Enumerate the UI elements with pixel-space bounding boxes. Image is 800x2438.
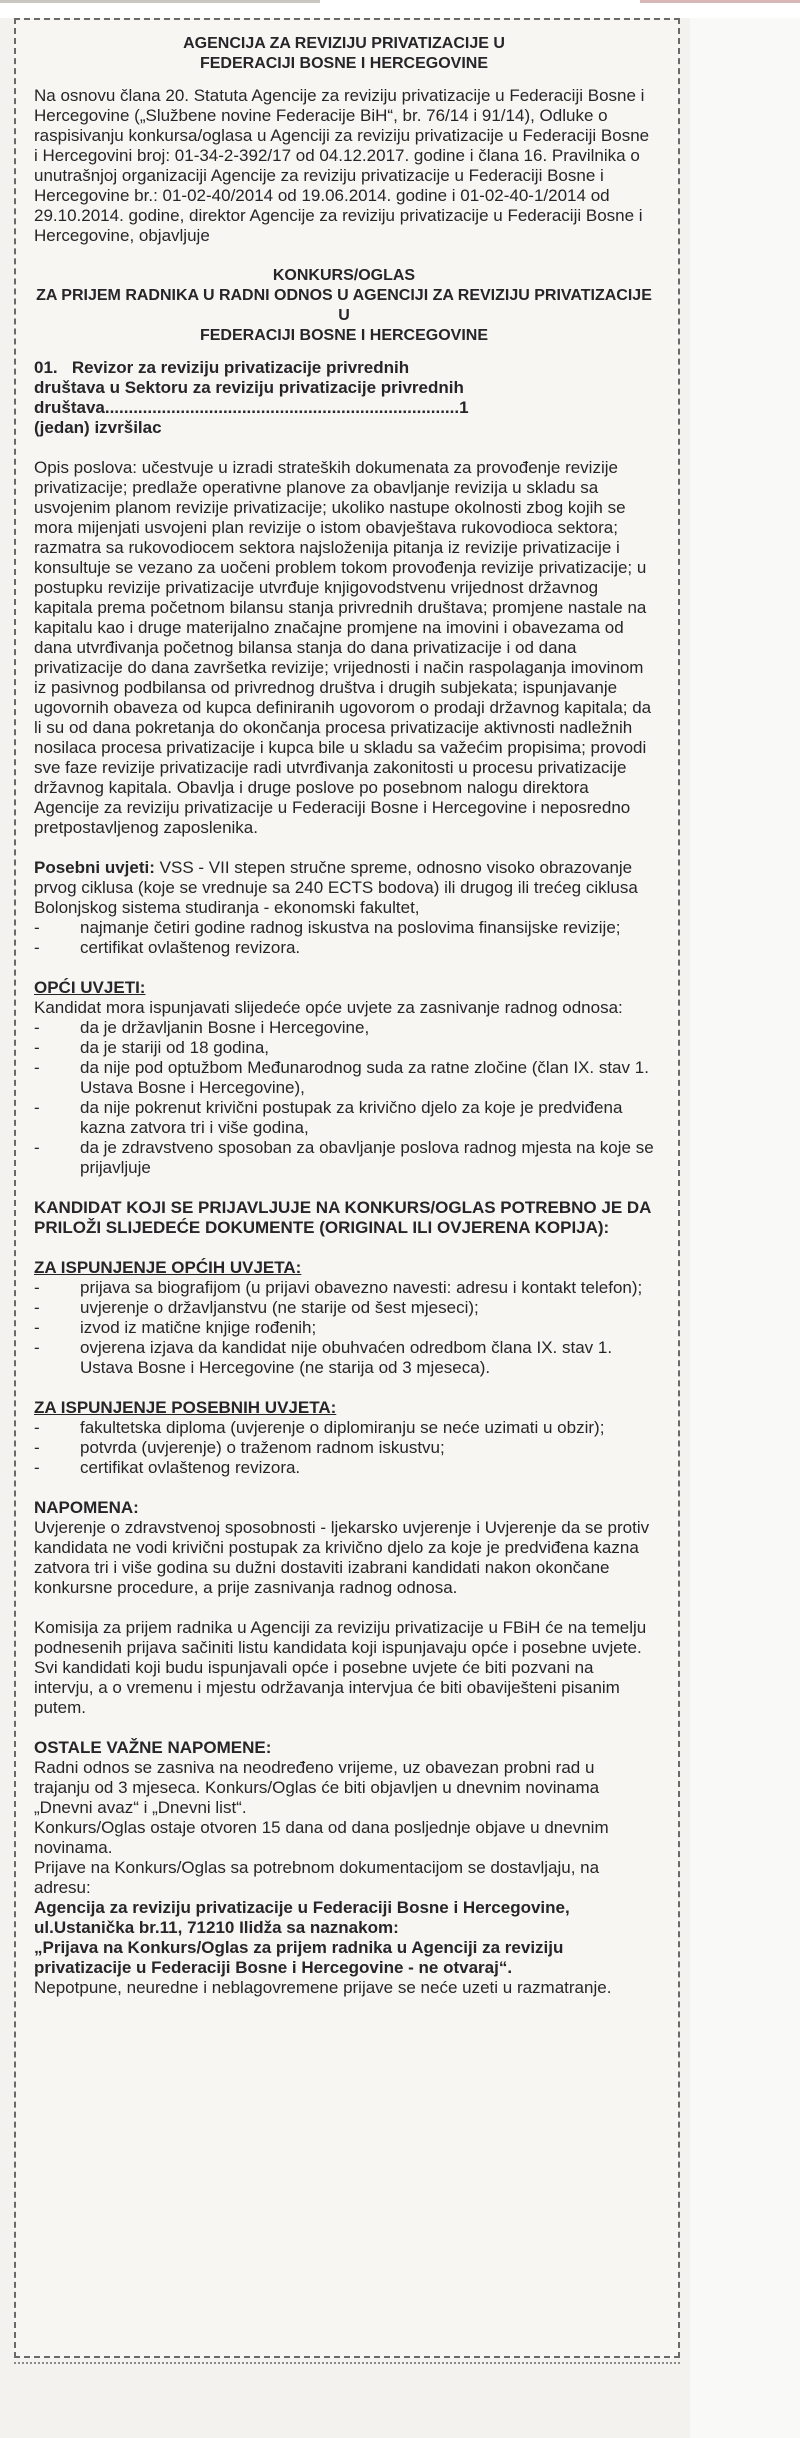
ostale-p1: Radni odnos se zasniva na neodređeno vrijeme, uz obavezan probni rad u trajanju od 3 mjeseca. Konkurs/Oglas će biti objavljen u dnevnim novinama „Dnevni avaz“ i „Dnevni list“.: [34, 1758, 600, 1817]
posebni-list: [34, 918, 654, 958]
list-item: - certifikat ovlaštenog revizora.: [34, 938, 654, 958]
ostale-heading: OSTALE VAŽNE NAPOMENE:: [34, 1738, 272, 1757]
konkurs-subtitle-line1: ZA PRIJEM RADNIKA U RADNI ODNOS U AGENCIJI ZA REVIZIJU PRIVATIZACIJE U: [36, 287, 652, 324]
top-rule-left: [0, 0, 320, 3]
opis-poslova: [34, 458, 654, 838]
dokumenti-heading-line1: KANDIDAT KOJI SE PRIJAVLJUJE NA KONKURS/OGLAS POTREBNO JE DA: [34, 1198, 652, 1217]
opci-uvjeti-intro: Kandidat mora ispunjavati slijedeće opće uvjete za zasnivanje radnog odnosa:: [34, 998, 623, 1017]
agency-title-line2: FEDERACIJI BOSNE I HERCEGOVINE: [199, 55, 489, 72]
position-line1: [34, 358, 654, 378]
position-title-3: društava...........................................................................1: [34, 398, 469, 417]
position-number: 01.: [34, 358, 58, 377]
page-top-strip: [0, 0, 800, 18]
list-item: - da je državljanin Bosne i Hercegovine,: [34, 1018, 654, 1038]
ostale-p2: Konkurs/Oglas ostaje otvoren 15 dana od dana posljednje objave u dnevnim novinama.: [34, 1818, 609, 1857]
intro-paragraph: Na osnovu člana 20. Statuta Agencije za reviziju privatizacije u Federaciji Bosne i Hercegovine („Službene novine Federacije BiH“, br. 76/14 i 91/14), Odluke o raspisivanju konkursa/oglasa u Agenciji za reviziju privatizacije u Federaciji Bosne i Hercegovini broj: 01-34-2-392/17 od 04.12.2017. godine i člana 16. Pravilnika o unutrašnjoj organizaciji Agencije za reviziju privatizacije u Federaciji Bosne i Hercegovine br.: 01-02-40/2014 od 19.06.2014. godine i 01-02-40-1/2014 od 29.10.2014. godine, direktor Agencije za reviziju privatizacije u Federaciji Bosne i Hercegovine, objavljuje: [34, 86, 650, 245]
ostale-naznaka: „Prijava na Konkurs/Oglas za prijem radnika u Agenciji za reviziju privatizacije u Federaciji Bosne i Hercegovine - ne otvaraj“.: [34, 1938, 564, 1977]
opci-uvjeti-heading: OPĆI UVJETI:: [34, 978, 146, 997]
list-item: - najmanje četiri godine radnog iskustva na poslovima finansijske revizije;: [34, 918, 654, 938]
opis-text: učestvuje u izradi strateških dokumenata za provođenje revizije privatizacije; predlaže operativne planove za obavljanje revizija u skladu sa usvojenim planom revizije privatizacije; ukoliko nastupe okolnosti zbog kojih se mora mijenjati usvojeni plan revizije o istom obavještava rukovodioca sektora; razmatra sa rukovodiocem sektora najsloženija pitanja iz revizije privatizacije i konsultuje se vezano za uočeni problem tokom provođenja revizije privatizacije; u postupku revizije privatizacije utvrđuje knjigovodstvenu vrijednost državnog kapitala prema početnom bilansu stanja privrednih društava; promjene nastale na kapitalu kao i druge materijalno značajne promjene na imovini i obavezama od dana utvrđivanja početnog bilansa stanja do dana privatizacije i od dana privatizacije do dana završetka revizije; vrijednosti i način raspolaganja imovinom iz pasivnog podbilansa od privrednog društva i drugih subjekata; ispunjavanje ugovornih obaveza od kupca definiranih ugovorom o prodaji državnog kapitala; da li su od dana pokretanja do okončanja procesa privatizacije aktivnosti nadležnih nosilaca procesa privatizacije i kupca bile u skladu sa važećim propisima; provodi sve faze revizije privatizacije radi utvrđivanja zakonitosti u procesu privatizacije državnog kapitala. Obavlja i druge poslove po posebnom nalogu direktora Agencije za reviziju privatizacije u Federaciji Bosne i Hercegovine i neposredno pretpostavljenog zaposlenika.: [34, 458, 652, 837]
konkurs-subtitle-line2: FEDERACIJI BOSNE I HERCEGOVINE: [199, 327, 489, 344]
position-title-1: Revizor za reviziju privatizacije privrednih: [71, 358, 410, 377]
ispunjenje-posebnih-list: [34, 1418, 654, 1478]
list-item: - certifikat ovlaštenog revizora.: [34, 1458, 654, 1478]
top-rule-right: [640, 0, 800, 3]
posebni-label: Posebni uvjeti:: [34, 858, 155, 877]
list-item: - potvrda (uvjerenje) o traženom radnom iskustvu;: [34, 1438, 654, 1458]
dokumenti-heading-line2: PRILOŽI SLIJEDEĆE DOKUMENTE (ORIGINAL ILI OVJERENA KOPIJA):: [34, 1218, 610, 1237]
ispunjenje-posebnih-heading: ZA ISPUNJENJE POSEBNIH UVJETA:: [34, 1398, 337, 1417]
list-item: - ovjerena izjava da kandidat nije obuhvaćen odredbom člana IX. stav 1. Ustava Bosne i Hercegovine (ne starija od 3 mjeseca).: [34, 1338, 654, 1378]
list-item: - da nije pod optužbom Međunarodnog suda za ratne zločine (član IX. stav 1. Ustava Bosne i Hercegovine),: [34, 1058, 654, 1098]
announcement-content: [34, 34, 654, 1998]
opci-uvjeti-list: [34, 1018, 654, 1178]
position-title-4: (jedan) izvršilac: [34, 418, 162, 437]
posebni-text: VSS - VII stepen stručne spreme, odnosno visoko obrazovanje prvog ciklusa (koje se vrednuje sa 240 ECTS bodova) ili drugog ili trećeg ciklusa Bolonjskog sistema studiranja - ekonomski fakultet,: [34, 858, 638, 917]
page-right-margin: [690, 18, 800, 2438]
bottom-dotted-rule: [14, 2362, 680, 2368]
ostale-p4: Nepotpune, neuredne i neblagovremene prijave se neće uzeti u razmatranje.: [34, 1978, 612, 1997]
komisija-paragraph: Komisija za prijem radnika u Agenciji za reviziju privatizacije u FBiH će na temelju podnesenih prijava sačiniti listu kandidata koji ispunjavaju opće i posebne uvjete. Svi kandidati koji budu ispunjavali opće i posebne uvjete će biti pozvani na intervju, a o vremenu i mjestu održavanja intervjua će biti obaviješteni pisanim putem.: [34, 1618, 647, 1717]
ostale-p3: Prijave na Konkurs/Oglas sa potrebnom dokumentacijom se dostavljaju, na adresu:: [34, 1858, 600, 1897]
konkurs-title: KONKURS/OGLAS: [272, 267, 416, 284]
napomena-text: Uvjerenje o zdravstvenoj sposobnosti - ljekarsko uvjerenje i Uvjerenje da se protiv kandidata ne vodi krivični postupak za krivično djelo za koje je predviđena kazna zatvora tri i više godina su dužni dostaviti izabrani kandidati nakon okončane konkursne procedure, a prije zasnivanja radnog odnosa.: [34, 1518, 650, 1597]
opis-label: Opis poslova:: [34, 458, 137, 477]
list-item: - fakultetska diploma (uvjerenje o diplomiranju se neće uzimati u obzir);: [34, 1418, 654, 1438]
ispunjenje-opcih-list: [34, 1278, 654, 1378]
list-item: - da nije pokrenut krivični postupak za krivično djelo za koje je predviđena kazna zatvora tri i više godina,: [34, 1098, 654, 1138]
position-block: [34, 358, 654, 438]
position-title-2: društava u Sektoru za reviziju privatizacije privrednih: [34, 378, 464, 397]
ostale-address: Agencija za reviziju privatizacije u Federaciji Bosne i Hercegovine, ul.Ustanička br.11, 71210 Ilidža sa naznakom:: [34, 1898, 570, 1937]
napomena-heading: NAPOMENA:: [34, 1498, 139, 1517]
list-item: - uvjerenje o državljanstvu (ne starije od šest mjeseci);: [34, 1298, 654, 1318]
list-item: - izvod iz matične knjige rođenih;: [34, 1318, 654, 1338]
posebni-uvjeti: [34, 858, 654, 918]
list-item: - da je zdravstveno sposoban za obavljanje poslova radnog mjesta na koje se prijavljuje: [34, 1138, 654, 1178]
agency-title-line1: AGENCIJA ZA REVIZIJU PRIVATIZACIJE U: [183, 35, 505, 52]
list-item: - prijava sa biografijom (u prijavi obavezno navesti: adresu i kontakt telefon);: [34, 1278, 654, 1298]
ispunjenje-opcih-heading: ZA ISPUNJENJE OPĆIH UVJETA:: [34, 1258, 302, 1277]
list-item: - da je stariji od 18 godina,: [34, 1038, 654, 1058]
